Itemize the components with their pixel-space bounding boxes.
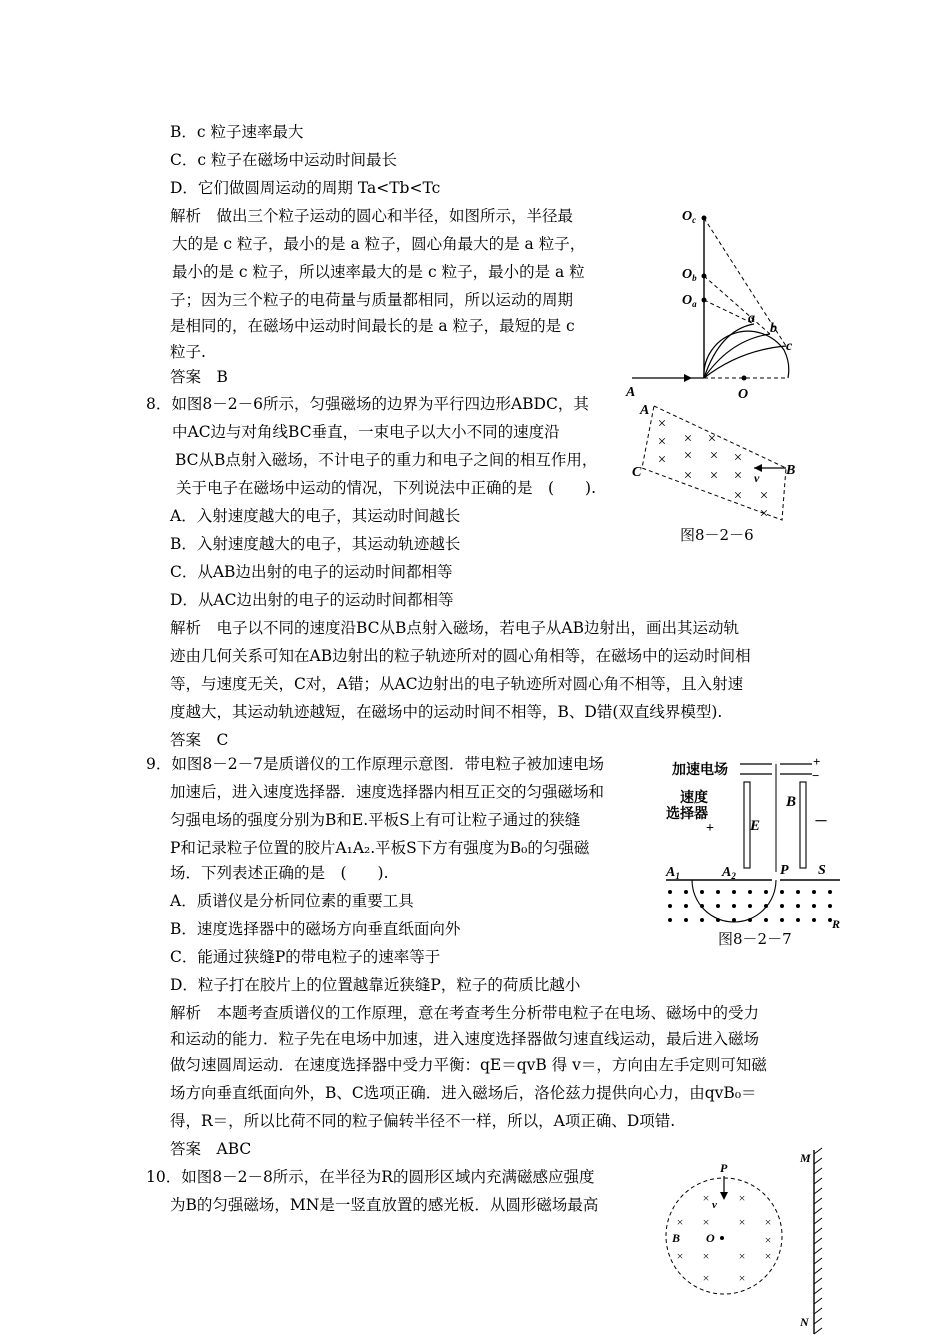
q9-option-a: A．质谱仪是分析同位素的重要工具 [170,892,414,910]
q7-option-c: C．c 粒子在磁场中运动时间最长 [170,151,397,169]
q9-stem-line: P和记录粒子位置的胶片A₁A₂.平板S下方有强度为B₀的匀强磁 [170,839,590,857]
label-E: E [750,818,761,834]
label-c: c [786,339,793,354]
label-N: N [800,1315,809,1329]
label-A2: $A_2$ [722,865,736,881]
q8-option-a: A．入射速度越大的电子，其运动时间越长 [170,507,461,525]
fig-8-2-8 [660,1148,840,1338]
label-P: P [780,863,789,878]
svg-text:×: × [702,1249,710,1263]
q8-stem-line: 8．如图8－2－6所示，匀强磁场的边界为平行四边形ABDC，其 [146,395,589,413]
label-v: v [712,1199,717,1211]
q8-analysis-line: 迹由几何关系可知在AB边射出的粒子轨迹所对的圆心角相等，在磁场中的运动时间相 [170,647,751,665]
label-O: O [706,1231,715,1245]
q7-analysis-line: 子；因为三个粒子的电荷量与质量都相同，所以运动的周期 [170,291,574,309]
q7-analysis-line: 是相同的，在磁场中运动时间最长的是 a 粒子，最短的是 c [170,317,575,335]
q7-figure [620,200,810,400]
label-b: b [770,321,777,336]
svg-text:×: × [657,452,667,468]
svg-text:×: × [657,434,667,450]
label-speed: 速度 [680,791,708,806]
label-A: A [640,403,650,418]
svg-text:×: × [738,1191,746,1205]
label-C: C [632,465,642,480]
svg-text:×: × [676,1249,684,1263]
label-oc: $O_c$ [682,209,697,225]
label-P: P [720,1161,728,1175]
svg-text:×: × [709,448,719,464]
label-M: M [800,1151,811,1165]
svg-text:×: × [764,1233,772,1247]
q9-analysis-line: 场方向垂直纸面向外，B、C选项正确．进入磁场后，洛伦兹力提供向心力，由qvB₀＝ [170,1084,757,1102]
q10-stem-line: 为B的匀强磁场，MN是一竖直放置的感光板．从圆形磁场最高 [170,1196,599,1214]
q8-option-c: C．从AB边出射的电子的运动时间都相等 [170,563,453,581]
svg-text:×: × [676,1215,684,1229]
label-plus: + [813,754,821,769]
svg-text:×: × [709,468,719,484]
q8-analysis-line: 解析 电子以不同的速度沿BC从B点射入磁场，若电子从AB边射出，画出其运动轨 [170,619,740,637]
label-R: R [832,917,841,931]
q8-option-b: B．入射速度越大的电子，其运动轨迹越长 [170,535,461,553]
q9-analysis-line: 和运动的能力．粒子先在电场中加速，进入速度选择器做匀速直线运动，最后进入磁场 [170,1030,760,1048]
svg-text:×: × [702,1191,710,1205]
svg-text:×: × [733,468,743,484]
svg-text:×: × [683,431,693,447]
svg-text:×: × [733,488,743,504]
label-a: a [748,311,755,326]
svg-text:×: × [707,431,717,447]
svg-text:×: × [702,1271,710,1285]
q9-option-d: D．粒子打在胶片上的位置越靠近狭缝P，粒子的荷质比越小 [170,976,581,994]
q8-stem-line: 关于电子在磁场中运动的情况，下列说法中正确的是 ( ). [176,479,597,497]
label-B: B [786,463,796,478]
label-v: v [754,471,760,485]
svg-text:×: × [764,1249,772,1263]
q8-stem-line: 中AC边与对角线BC垂直，一束电子以大小不同的速度沿 [172,423,560,441]
label-selector: 选择器 [666,807,708,822]
fig-8-2-7-caption: 图8－2－7 [718,930,792,948]
q7-option-b: B．c 粒子速率最大 [170,123,304,141]
q8-stem-line: BC从B点射入磁场，不计电子的重力和电子之间的相互作用， [175,451,598,469]
q9-analysis-line: 得，R＝，所以比荷不同的粒子偏转半径不一样，所以，A项正确、D项错. [170,1112,676,1130]
svg-text:×: × [733,450,743,466]
svg-text:×: × [702,1215,710,1229]
label-S: S [818,863,826,878]
label-plus: + [706,821,714,836]
fig-8-2-6-caption: 图8－2－6 [680,526,754,544]
q9-option-b: B．速度选择器中的磁场方向垂直纸面向外 [170,920,461,938]
q9-stem-line: 匀强电场的强度分别为B和E.平板S上有可让粒子通过的狭缝 [170,811,581,829]
q9-option-c: C．能通过狭缝P的带电粒子的速率等于 [170,948,441,966]
svg-text:×: × [738,1215,746,1229]
q9-stem-line: 9．如图8－2－7是质谱仪的工作原理示意图．带电粒子被加速电场 [146,755,604,773]
q7-analysis-line: 最小的是 c 粒子，所以速率最大的是 c 粒子，最小的是 a 粒 [172,263,585,281]
label-A1: $A_1$ [666,865,680,881]
svg-text:×: × [764,1215,772,1229]
q8-analysis-line: 度越大，其运动轨迹越短，在磁场中的运动时间不相等，B、D错(双直线界模型). [170,703,723,721]
q7-analysis-line: 解析 做出三个粒子运动的圆心和半径，如图所示，半径最 [170,207,574,225]
label-minus: － [814,815,828,830]
q8-answer: 答案 C [170,731,229,749]
svg-text:×: × [738,1271,746,1285]
label-B: B [786,794,797,810]
svg-text:×: × [683,448,693,464]
q9-analysis-line: 做匀速圆周运动．在速度选择器中受力平衡：qE＝qvB 得 v＝，方向由左手定则可知磁 [170,1056,767,1074]
q8-option-d: D．从AC边出射的电子的运动时间都相等 [170,591,454,609]
q7-option-d: D．它们做圆周运动的周期 Ta<Tb<Tc [170,179,441,197]
q9-analysis-line: 解析 本题考查质谱仪的工作原理，意在考查考生分析带电粒子在电场、磁场中的受力 [170,1004,760,1022]
q9-answer: 答案 ABC [170,1140,252,1158]
label-minus: − [812,768,820,783]
svg-text:×: × [683,468,693,484]
svg-text:×: × [657,416,667,432]
fig-8-2-6 [632,398,801,523]
label-A: A [626,385,636,400]
label-O: O [738,387,749,402]
q7-analysis-line: 大的是 c 粒子，最小的是 a 粒子，圆心角最大的是 a 粒子， [172,235,586,253]
svg-text:×: × [759,488,769,504]
label-accel-field: 加速电场 [672,763,728,778]
q10-stem-line: 10．如图8－2－8所示，在半径为R的圆形区域内充满磁感应强度 [146,1168,595,1186]
label-B: B [672,1231,681,1245]
q7-analysis-line: 粒子. [170,343,206,361]
q9-stem-line: 加速后，进入速度选择器．速度选择器内相互正交的匀强磁场和 [170,783,605,801]
q7-answer: 答案 B [170,368,228,386]
label-ob: $O_b$ [682,267,697,283]
fig-8-2-7 [662,752,847,952]
q9-stem-line: 场．下列表述正确的是 ( ). [170,864,389,882]
svg-text:×: × [759,506,769,522]
q8-analysis-line: 等，与速度无关，C对，A错；从AC边射出的电子轨迹所对圆心角不相等，且入射速 [170,675,744,693]
svg-text:×: × [738,1249,746,1263]
label-oa: $O_a$ [682,293,697,309]
